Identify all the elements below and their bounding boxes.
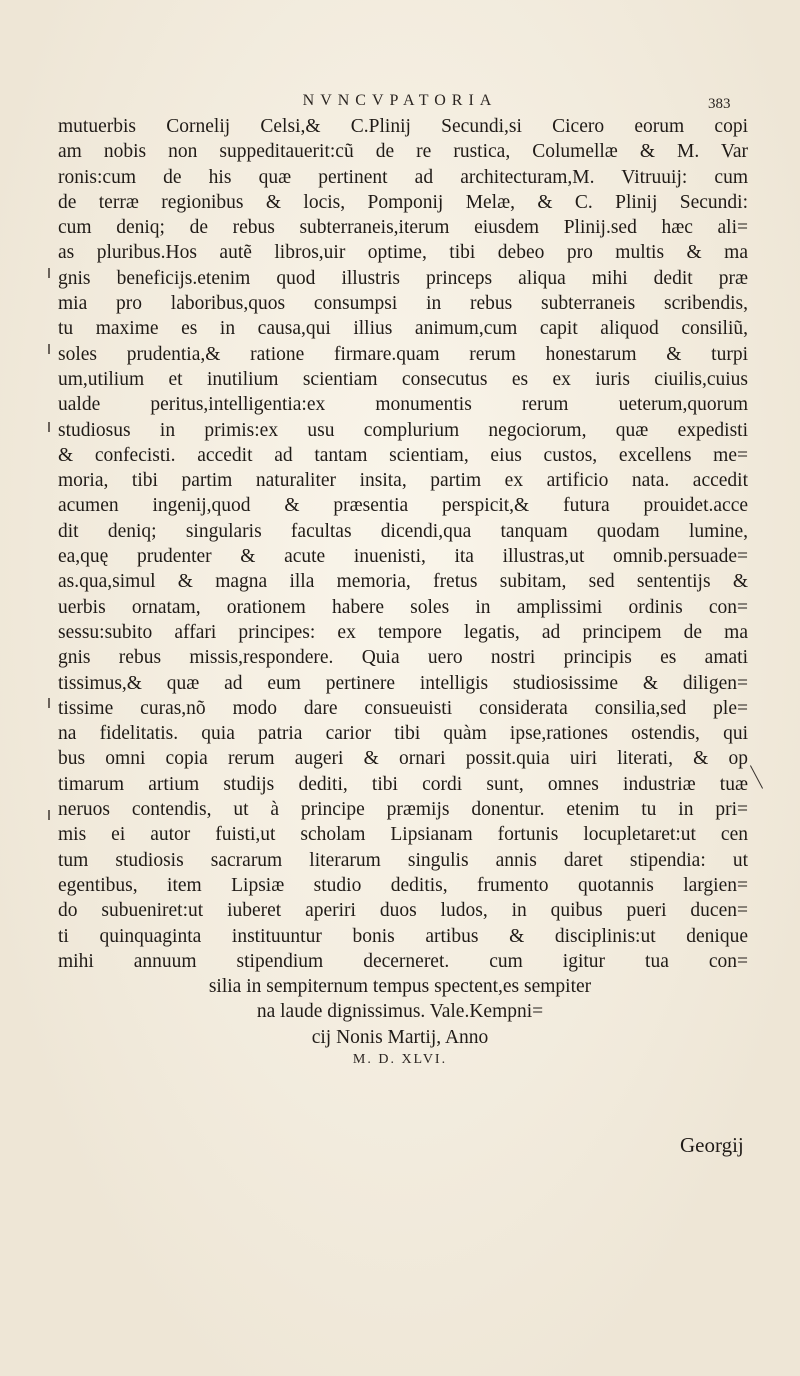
text-line: uerbis ornatam, orationem habere soles in amplissimi ordinis con= (58, 596, 748, 618)
margin-edge-mark (48, 698, 50, 708)
text-line: ronis:cum de his quæ pertinent ad architecturam,M. Vitruuij: cum (58, 166, 748, 188)
margin-edge-mark (48, 810, 50, 820)
text-line: tum studiosis sacrarum literarum singulis annis daret stipendia: ut (58, 849, 748, 871)
text-line: sessu:subito affari principes: ex tempore legatis, ad principem de ma (58, 621, 748, 643)
text-line: as pluribus.Hos autẽ libros,uir optime, tibi debeo pro multis & ma (58, 242, 748, 264)
catchword: Georgij (680, 1133, 744, 1157)
text-line: ualde peritus,intelligentia:ex monumentis rerum ueterum,quorum (58, 394, 748, 416)
text-line: bus omni copia rerum augeri & ornari possit.quia uiri literati, & op (58, 748, 748, 770)
text-line: neruos contendis, ut à principe præmijs donentur. etenim tu in pri= (58, 799, 748, 821)
text-line: ea,quę prudenter & acute inuenisti, ita illustras,ut omnib.persuade= (58, 546, 748, 568)
text-line: tissime curas,nõ modo dare consueuisti considerata consilia,sed ple= (58, 697, 748, 719)
body-text (58, 114, 748, 974)
date-line: M. D. XLVI. (352, 1052, 448, 1067)
text-line: egentibus, item Lipsiæ studio deditis, frumento quotannis largien= (58, 874, 748, 896)
text-line: dit deniq; singularis facultas dicendi,qua tanquam quodam lumine, (58, 520, 748, 542)
text-line: mihi annuum stipendium decerneret. cum igitur tua con= (58, 950, 748, 972)
running-head: NVNCVPATORIA (302, 92, 498, 109)
margin-pencil-mark (750, 765, 763, 788)
text-line: cum deniq; de rebus subterraneis,iterum eiusdem Plinij.sed hæc ali= (58, 217, 748, 239)
closing-line: silia in sempiternum tempus spectent,es sempiter (208, 976, 592, 997)
closing-block (0, 974, 800, 1050)
text-line: timarum artium studijs dediti, tibi cordi sunt, omnes industriæ tuæ (58, 773, 748, 795)
closing-line: na laude dignissimus. Vale.Kempni= (256, 1001, 544, 1023)
text-line: as.qua,simul & magna illa memoria, fretus subitam, sed sententijs & (58, 571, 748, 593)
folio-number: 383 (708, 96, 731, 112)
text-line: na fidelitatis. quia patria carior tibi quàm ipse,rationes ostendis, qui (58, 723, 748, 745)
text-line: am nobis non suppeditauerit:cũ de re rustica, Columellæ & M. Var (58, 141, 748, 163)
text-line: tu maxime es in causa,qui illius animum,cum capit aliquod consiliũ, (58, 318, 748, 340)
text-line: soles prudentia,& ratione firmare.quam rerum honestarum & turpi (58, 343, 748, 365)
text-line: moria, tibi partim naturaliter insita, partim ex artificio nata. accedit (58, 470, 748, 492)
text-line: & confecisti. accedit ad tantam scientiam, eius custos, excellens me= (58, 444, 748, 466)
text-line: studiosus in primis:ex usu complurium negociorum, quæ expedisti (58, 419, 748, 441)
text-line: acumen ingenij,quod & præsentia perspicit,& futura prouidet.acce (58, 495, 748, 517)
text-line: mutuerbis Cornelij Celsi,& C.Plinij Secundi,si Cicero eorum copi (58, 116, 748, 137)
text-line: do subueniret:ut iuberet aperiri duos ludos, in quibus pueri ducen= (58, 900, 748, 922)
closing-line: cij Nonis Martij, Anno (311, 1026, 489, 1048)
text-line: ti quinquaginta instituuntur bonis artibus & disciplinis:ut denique (58, 925, 748, 947)
text-line: gnis beneficijs.etenim quod illustris princeps aliqua mihi dedit præ (58, 267, 748, 289)
margin-edge-mark (48, 344, 50, 354)
text-line: mis ei autor fuisti,ut scholam Lipsianam fortunis locupletaret:ut cen (58, 824, 748, 846)
text-line: um,utilium et inutilium scientiam consecutus es ex iuris ciuilis,cuius (58, 368, 748, 390)
text-line: tissimus,& quæ ad eum pertinere intelligis studiosissime & diligen= (58, 672, 748, 694)
margin-edge-mark (48, 422, 50, 432)
text-line: mia pro laboribus,quos consumpsi in rebus subterraneis scribendis, (58, 293, 748, 315)
text-line: gnis rebus missis,respondere. Quia uero nostri principis es amati (58, 647, 748, 669)
margin-edge-mark (48, 268, 50, 278)
text-line: de terræ regionibus & locis, Pomponij Melæ, & C. Plinij Secundi: (58, 191, 748, 213)
